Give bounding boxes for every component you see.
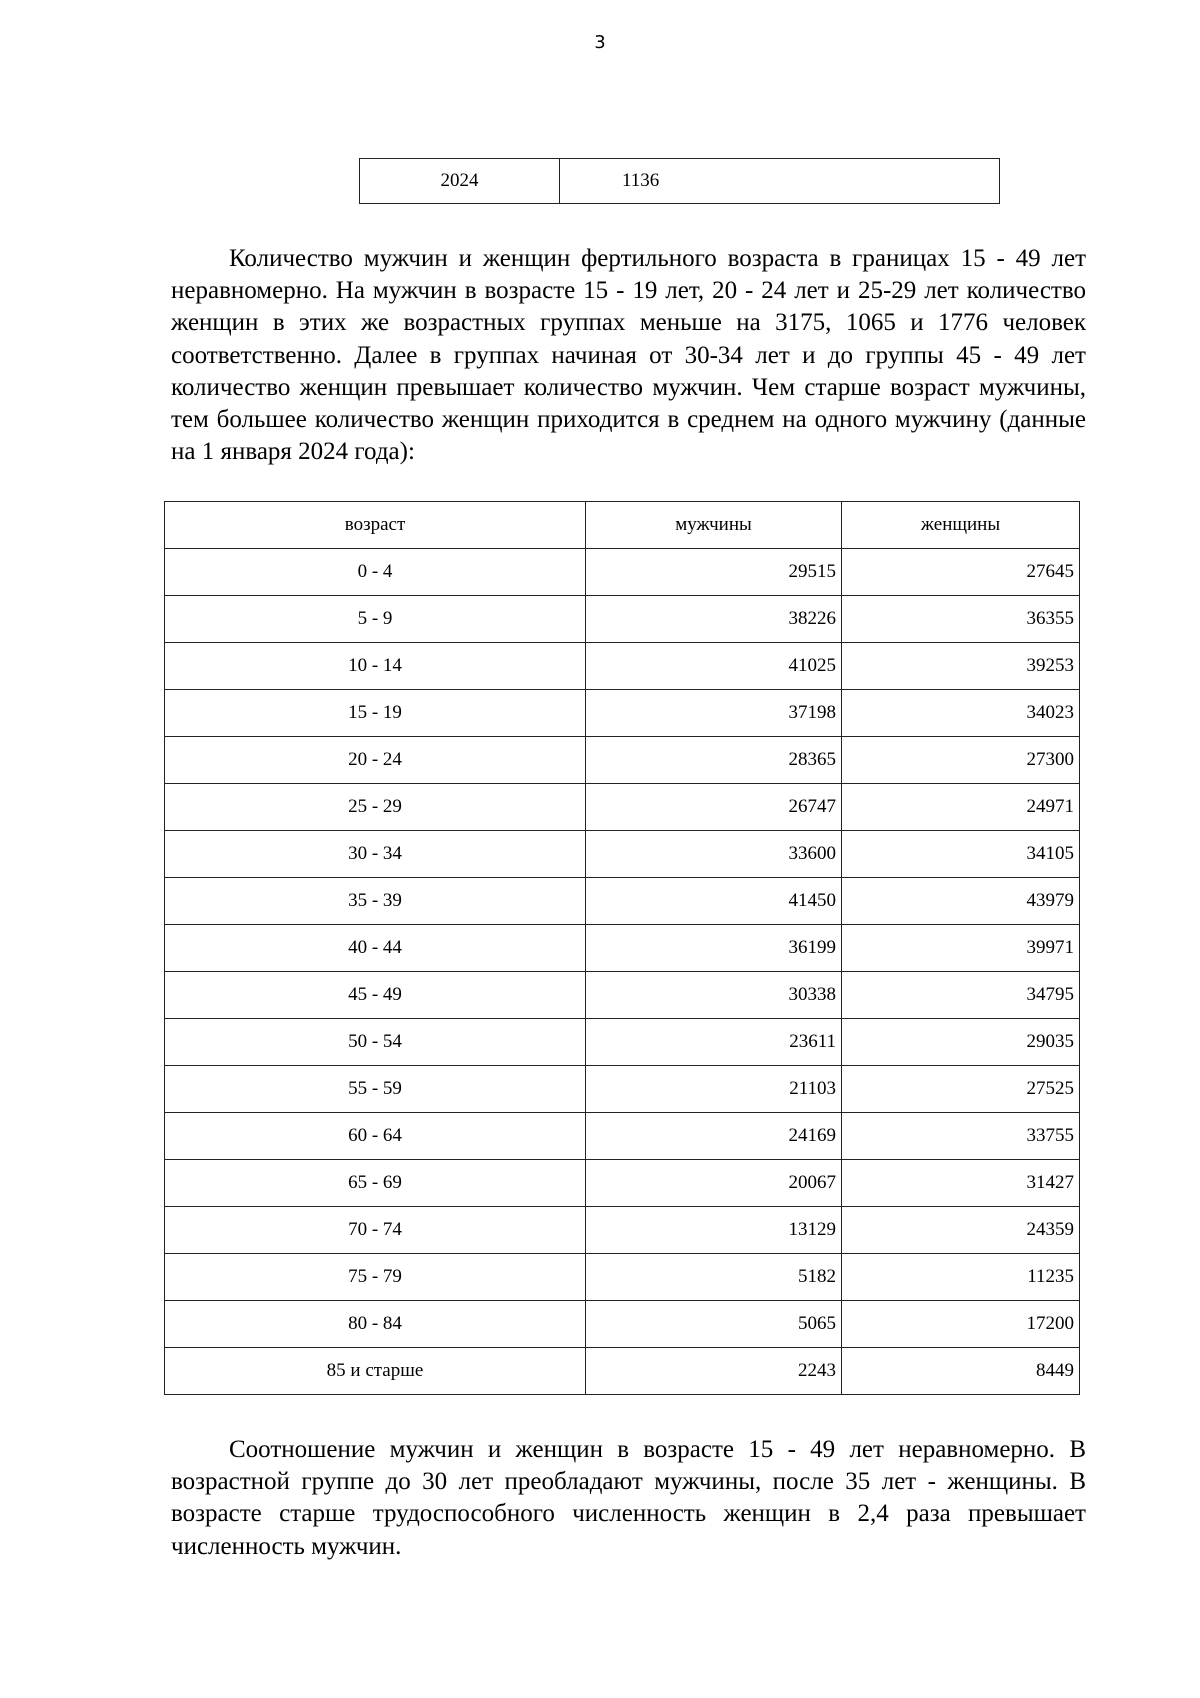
table-row [165, 925, 1080, 972]
men-cell: 23611 [586, 1019, 842, 1066]
age-cell: 55 - 59 [165, 1066, 586, 1113]
table-row [165, 737, 1080, 784]
paragraph-intro: Количество мужчин и женщин фертильного возраста в границах 15 - 49 лет неравномерно. На мужчин в возрасте 15 - 19 лет, 20 - 24 лет и 25-29 лет количество женщин в этих же возрастных группах меньше на 3175, 1065 и 1776 человек соответственно. Далее в группах начиная от 30-34 лет и до группы 45 - 49 лет количество женщин превышает количество мужчин. Чем старше возраст мужчины, тем большее количество женщин приходится в среднем на одного мужчину (данные на 1 января 2024 года): [171, 245, 1086, 466]
men-cell: 41450 [586, 878, 842, 925]
table-row [165, 1019, 1080, 1066]
age-cell: 85 и старше [165, 1348, 586, 1395]
age-cell: 70 - 74 [165, 1207, 586, 1254]
table-row [165, 1254, 1080, 1301]
age-cell: 65 - 69 [165, 1160, 586, 1207]
women-cell: 34795 [842, 972, 1080, 1019]
table-row [165, 1066, 1080, 1113]
men-cell: 41025 [586, 643, 842, 690]
men-cell: 2243 [586, 1348, 842, 1395]
women-cell: 24359 [842, 1207, 1080, 1254]
men-cell: 5065 [586, 1301, 842, 1348]
women-cell: 8449 [842, 1348, 1080, 1395]
men-cell: 37198 [586, 690, 842, 737]
women-cell: 27300 [842, 737, 1080, 784]
age-cell: 45 - 49 [165, 972, 586, 1019]
age-cell: 20 - 24 [165, 737, 586, 784]
women-cell: 43979 [842, 878, 1080, 925]
women-cell: 33755 [842, 1113, 1080, 1160]
women-cell: 27645 [842, 549, 1080, 596]
men-cell: 30338 [586, 972, 842, 1019]
age-cell: 15 - 19 [165, 690, 586, 737]
women-cell: 17200 [842, 1301, 1080, 1348]
age-cell: 10 - 14 [165, 643, 586, 690]
women-cell: 11235 [842, 1254, 1080, 1301]
table-row [165, 878, 1080, 925]
men-cell: 36199 [586, 925, 842, 972]
year-cell: 2024 [360, 159, 560, 204]
men-cell: 28365 [586, 737, 842, 784]
table-header-row [165, 502, 1080, 549]
table-row [165, 549, 1080, 596]
men-cell: 38226 [586, 596, 842, 643]
table-row [165, 1113, 1080, 1160]
age-cell: 40 - 44 [165, 925, 586, 972]
age-cell: 80 - 84 [165, 1301, 586, 1348]
table-row [165, 972, 1080, 1019]
men-cell: 26747 [586, 784, 842, 831]
women-cell: 36355 [842, 596, 1080, 643]
population-table [164, 501, 1080, 1395]
table-row [165, 643, 1080, 690]
table-row [165, 690, 1080, 737]
women-cell: 29035 [842, 1019, 1080, 1066]
table-row [165, 1160, 1080, 1207]
table-row [165, 1348, 1080, 1395]
age-cell: 75 - 79 [165, 1254, 586, 1301]
age-cell: 35 - 39 [165, 878, 586, 925]
table-row [165, 1207, 1080, 1254]
table-row [165, 596, 1080, 643]
age-cell: 25 - 29 [165, 784, 586, 831]
table-row [165, 1301, 1080, 1348]
men-cell: 20067 [586, 1160, 842, 1207]
value-cell: 1136 [560, 159, 1000, 204]
age-cell: 60 - 64 [165, 1113, 586, 1160]
men-cell: 21103 [586, 1066, 842, 1113]
paragraph-conclusion: Соотношение мужчин и женщин в возрасте 15 - 49 лет неравномерно. В возрастной группе до 30 лет преобладают мужчины, после 35 лет - женщины. В возрасте старше трудоспособного численность женщин в 2,4 раза превышает численность мужчин. [171, 1436, 1086, 1560]
women-cell: 34023 [842, 690, 1080, 737]
age-cell: 5 - 9 [165, 596, 586, 643]
age-cell: 30 - 34 [165, 831, 586, 878]
women-cell: 39971 [842, 925, 1080, 972]
women-cell: 27525 [842, 1066, 1080, 1113]
table-row [360, 159, 1000, 204]
men-cell: 5182 [586, 1254, 842, 1301]
women-cell: 31427 [842, 1160, 1080, 1207]
page-number: 3 [594, 32, 606, 53]
men-cell: 13129 [586, 1207, 842, 1254]
year-table [359, 158, 1000, 204]
men-cell: 24169 [586, 1113, 842, 1160]
header-age: возраст [165, 502, 586, 549]
table-row [165, 831, 1080, 878]
men-cell: 33600 [586, 831, 842, 878]
women-cell: 39253 [842, 643, 1080, 690]
header-women: женщины [842, 502, 1080, 549]
women-cell: 24971 [842, 784, 1080, 831]
men-cell: 29515 [586, 549, 842, 596]
header-men: мужчины [586, 502, 842, 549]
women-cell: 34105 [842, 831, 1080, 878]
age-cell: 50 - 54 [165, 1019, 586, 1066]
age-cell: 0 - 4 [165, 549, 586, 596]
table-row [165, 784, 1080, 831]
